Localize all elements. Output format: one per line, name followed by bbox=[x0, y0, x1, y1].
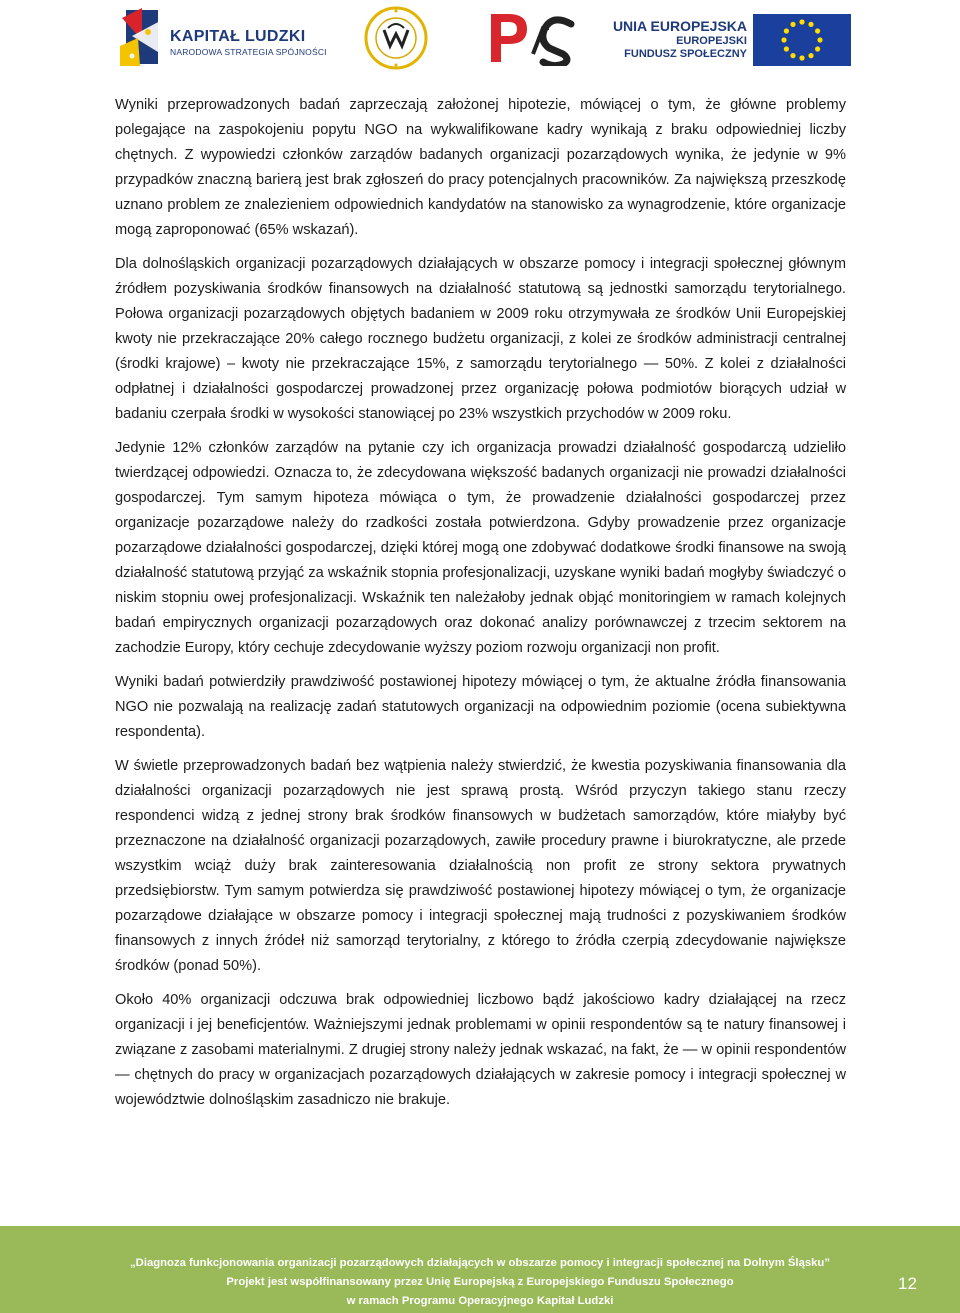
footer-text bbox=[0, 1254, 960, 1311]
paragraph: Około 40% organizacji odczuwa brak odpowiedniej liczbowo bądź jakościowo kadry działającej na rzecz organizacji i jej beneficjentów. Ważniejszymi jednak problemami w opinii respondentów są te natury finansowej i związane z zasobami materialnymi. Z drugiej strony należy jednak wskazać, na fakt, że — w opinii respondentów — chętnych do pracy w organizacjach pozarządowych działających w zakresie pomocy i integracji społecznej w województwie dolnośląskim zasadniczo nie brakuje. bbox=[115, 992, 846, 1108]
paragraph: Wyniki badań potwierdziły prawdziwość postawionej hipotezy mówiącej o tym, że aktualne źródła finansowania NGO nie pozwalają na realizację zadań statutowych organizacji na odpowiednim poziomie (ocena subiektywna respondenta). bbox=[115, 674, 846, 740]
paragraph: Dla dolnośląskich organizacji pozarządowych działających w obszarze pomocy i integracji społecznej głównym źródłem pozyskiwania środków finansowych na działalność statutową są jednostki samorządu terytorialnego. Połowa organizacji pozarządowych objętych badaniem w 2009 roku otrzymywała ze środków Unii Europejskiej kwoty nie przekraczające 20% całego rocznego budżetu organizacji, z kolei ze środków administracji centralnej (środki krajowe) – kwoty nie przekraczające 15%, z samorządu terytorialnego — 50%. Z kolei z działalności odpłatnej i działalności gospodarczej prowadzonej przez organizację połowa podmiotów biorących udział w badaniu czerpała środki w wysokości stanowiącej po 23% wszystkich przychodów w 2009 roku. bbox=[115, 256, 846, 422]
footer-project-title: „Diagnoza funkcjonowania organizacji pozarządowych działających w obszarze pomocy i integracji społecznej na Dolnym Śląsku” bbox=[130, 1257, 830, 1269]
eu-logo-line2: EUROPEJSKI bbox=[676, 35, 747, 47]
kapital-ludzki-logo bbox=[118, 6, 327, 68]
eu-logo-line1: UNIA EUROPEJSKA bbox=[612, 18, 747, 34]
paragraph: Wyniki przeprowadzonych badań zaprzeczają założonej hipotezie, mówiącej o tym, że główne problemy polegające na zaspokojeniu popytu NGO na wykwalifikowane kadry wynikają z braku odpowiedniej liczby chętnych. Z wypowiedzi członków zarządów badanych organizacji pozarządowych wynika, że jedynie w 9% przypadków znaczną barierą jest brak zgłoszeń do pracy potencjalnych pracowników. Za największą przeszkodę uznano problem ze znalezieniem odpowiednich kandydatów na stanowisko za wynagrodzenie, które organizacje mogą zaproponować (65% wskazań). bbox=[115, 97, 846, 238]
footer-program-note: w ramach Programu Operacyjnego Kapitał Ludzki bbox=[346, 1295, 614, 1307]
kapital-ludzki-emblem-icon bbox=[118, 6, 166, 68]
dops-seal-icon bbox=[364, 6, 428, 70]
paragraph: W świetle przeprowadzonych badań bez wątpienia należy stwierdzić, że kwestia pozyskiwania finansowania dla działalności organizacji pozarządowych nie jest sprawą prostą. Wśród przyczyn takiego stanu rzeczy respondenci widzą z jednej strony brak środków finansowych w budżetach samorządów, które miałyby być przeznaczone na działalność organizacji pozarządowych, zawiłe procedury prawne i biurokratyczne, ale przede wszystkim wciąż duży brak zainteresowania działalnością non profit ze strony sektora prywatnych przedsiębiorstw. Tym samym potwierdza się prawdziwość postawionej hipotezy mówiącej o tym, że organizacje pozarządowe działające w obszarze pomocy i integracji społecznej mają trudności z pozyskiwaniem środków finansowych z innych źródeł niż samorząd terytorialny, z którego to źródła czerpią zdecydowanie największe środków (ponad 50%). bbox=[115, 758, 846, 974]
page-number: 12 bbox=[898, 1274, 917, 1293]
page-footer bbox=[0, 1226, 960, 1313]
ps-logo-icon bbox=[487, 10, 579, 66]
eu-logo-line3: FUNDUSZ SPOŁECZNY bbox=[624, 48, 747, 60]
eu-efs-logo bbox=[612, 12, 851, 66]
document-body bbox=[115, 93, 846, 1122]
footer-cofinancing-note: Projekt jest współfinansowany przez Unię Europejską z Europejskiego Funduszu Społecznego bbox=[226, 1276, 734, 1288]
kapital-ludzki-subtitle: NARODOWA STRATEGIA SPÓJNOŚCI bbox=[170, 47, 327, 57]
header-logos bbox=[0, 0, 960, 80]
kapital-ludzki-title: KAPITAŁ LUDZKI bbox=[170, 28, 306, 45]
eu-flag-icon bbox=[753, 14, 851, 66]
dops-seal-logo bbox=[364, 6, 428, 70]
ps-logo bbox=[487, 10, 579, 66]
paragraph: Jedynie 12% członków zarządów na pytanie czy ich organizacja prowadzi działalność gospodarczą udzieliło twierdzącej odpowiedzi. Oznacza to, że zdecydowana większość badanych organizacji nie prowadzi działalności gospodarczej. Tym samym hipoteza mówiąca o tym, że prowadzenie działalności gospodarczej przez organizacje pozarządowe należy do rzadkości została potwierdzona. Gdyby prowadzenie przez organizacje pozarządowe działalności gospodarczej, dzięki której mogą one zdobywać dodatkowe środki finansowe na swoją działalność statutową przyjąć za wskaźnik stopnia profesjonalizacji, uzyskane wyniki badań mogłyby świadczyć o niskim stopniu owej profesjonalizacji. Wskaźnik ten należałoby jednak objąć monitoringiem w ramach kolejnych badań empirycznych organizacji pozarządowych oraz dokonać analizy porównawczej z trzecim sektorem na zachodzie Europy, który cechuje zdecydowanie wyższy poziom rozwoju organizacji non profit. bbox=[115, 440, 846, 656]
